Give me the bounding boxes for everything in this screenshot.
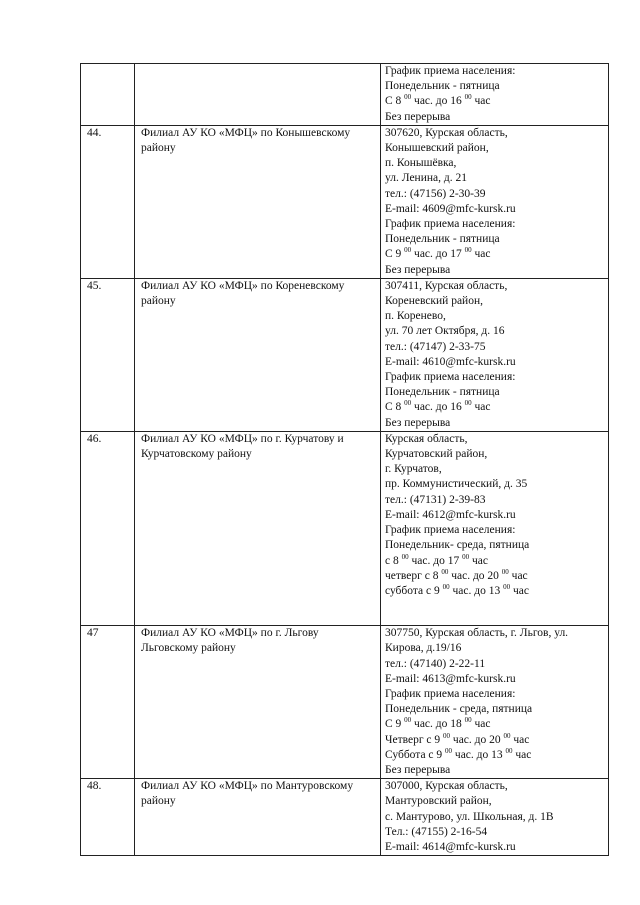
contact-line: Без перерыва — [385, 763, 451, 776]
contact-line: 307620, Курская область, — [385, 126, 508, 139]
contact-line: п. Коренево, — [385, 310, 446, 323]
table-row — [81, 125, 609, 278]
schedule-text: час — [471, 718, 491, 731]
row-number: 48. — [81, 779, 135, 856]
table-row — [81, 626, 609, 779]
contact-line: E-mail: 4612@mfc-kursk.ru — [385, 508, 516, 521]
branch-contacts — [381, 64, 609, 126]
branch-name: Филиал АУ КО «МФЦ» по г. Курчатову и Курчатовскому району — [135, 431, 381, 625]
contact-line: ул. Ленина, д. 21 — [385, 172, 467, 185]
superscript-minutes: 00 — [404, 399, 412, 408]
branch-name: Филиал АУ КО «МФЦ» по г. Льгову Льговскому району — [135, 626, 381, 779]
superscript-minutes: 00 — [401, 552, 409, 561]
branch-contacts — [381, 431, 609, 625]
contact-line: Без перерыва — [385, 416, 451, 429]
superscript-minutes: 00 — [503, 731, 511, 740]
branches-table — [80, 63, 609, 856]
superscript-minutes: 00 — [441, 567, 449, 576]
branch-name: Филиал АУ КО «МФЦ» по Кореневскому району — [135, 278, 381, 431]
contact-line: Понедельник - среда, пятница — [385, 703, 533, 716]
row-number: 47 — [81, 626, 135, 779]
contact-line: График приема населения: — [385, 687, 516, 700]
contact-line: Кирова, д.19/16 — [385, 642, 462, 655]
contact-line: График приема населения: — [385, 524, 516, 537]
superscript-minutes: 00 — [501, 567, 509, 576]
schedule-text: час — [512, 748, 532, 761]
superscript-minutes: 00 — [464, 246, 472, 255]
superscript-minutes: 00 — [445, 746, 453, 755]
contact-line: E-mail: 4613@mfc-kursk.ru — [385, 672, 516, 685]
schedule-text: час — [510, 584, 529, 597]
contact-line: тел.: (47147) 2-33-75 — [385, 340, 486, 353]
superscript-minutes: 00 — [503, 582, 511, 591]
branch-contacts — [381, 125, 609, 278]
contact-line — [385, 569, 605, 584]
branch-name: Филиал АУ КО «МФЦ» по Конышевскому району — [135, 125, 381, 278]
schedule-text: час. до 13 — [452, 748, 506, 761]
schedule-text: час — [471, 95, 491, 108]
contact-line — [385, 748, 605, 763]
schedule-text: час. до 17 — [411, 248, 465, 261]
contact-line: Конышевский район, — [385, 142, 489, 155]
schedule-text: час. до 18 — [411, 718, 465, 731]
table-row — [81, 64, 609, 126]
contact-line — [385, 400, 605, 415]
contact-line: 307000, Курская область, — [385, 780, 508, 793]
branch-name — [135, 64, 381, 126]
schedule-text: час — [510, 733, 530, 746]
schedule-text: четверг с 8 — [385, 569, 442, 582]
schedule-text: час. до 13 — [449, 584, 504, 597]
superscript-minutes: 00 — [404, 93, 412, 102]
schedule-text: с 8 — [385, 554, 402, 567]
table-row — [81, 431, 609, 625]
branch-contacts — [381, 779, 609, 856]
contact-line — [385, 717, 605, 732]
contact-line: Понедельник - пятница — [385, 386, 500, 399]
contact-line: Кореневский район, — [385, 295, 483, 308]
schedule-text: С 9 — [385, 718, 405, 731]
branch-name: Филиал АУ КО «МФЦ» по Мантуровскому району — [135, 779, 381, 856]
superscript-minutes: 00 — [505, 746, 513, 755]
contact-line: с. Мантурово, ул. Школьная, д. 1В — [385, 810, 554, 823]
contact-line — [385, 554, 605, 569]
contact-line: Понедельник - пятница — [385, 80, 500, 93]
contact-line — [385, 584, 605, 599]
superscript-minutes: 00 — [443, 731, 451, 740]
superscript-minutes: 00 — [462, 552, 470, 561]
contact-line: Без перерыва — [385, 110, 451, 123]
contact-line: График приема населения: — [385, 65, 516, 77]
schedule-text: час. до 20 — [450, 733, 504, 746]
schedule-text: час. до 20 — [448, 569, 502, 582]
row-number: 44. — [81, 125, 135, 278]
contact-line: пр. Коммунистический, д. 35 — [385, 478, 528, 491]
superscript-minutes: 00 — [464, 716, 472, 725]
contact-line: E-mail: 4610@mfc-kursk.ru — [385, 355, 516, 368]
contact-line: График приема населения: — [385, 371, 516, 384]
contact-line: г. Курчатов, — [385, 463, 442, 476]
row-number: 45. — [81, 278, 135, 431]
schedule-text: час. до 17 — [408, 554, 463, 567]
contact-line: График приема населения: — [385, 218, 516, 231]
branch-contacts — [381, 626, 609, 779]
contact-line: E-mail: 4609@mfc-kursk.ru — [385, 202, 516, 215]
row-number — [81, 64, 135, 126]
table-row — [81, 278, 609, 431]
superscript-minutes: 00 — [442, 582, 450, 591]
contact-line: Курчатовский район, — [385, 448, 488, 461]
superscript-minutes: 00 — [404, 716, 412, 725]
schedule-text: час — [469, 554, 488, 567]
schedule-text: Суббота с 9 — [385, 748, 446, 761]
contact-line: E-mail: 4614@mfc-kursk.ru — [385, 840, 516, 853]
superscript-minutes: 00 — [404, 246, 412, 255]
contact-line — [385, 94, 605, 109]
contact-line: тел.: (47140) 2-22-11 — [385, 657, 486, 670]
branches-table-body — [81, 64, 609, 856]
contact-line — [385, 733, 605, 748]
contact-line: 307750, Курская область, г. Льгов, ул. — [385, 627, 569, 640]
schedule-text: час — [508, 569, 528, 582]
schedule-text: С 8 — [385, 95, 405, 108]
schedule-text: час. до 16 — [411, 401, 465, 414]
contact-line: п. Конышёвка, — [385, 157, 457, 170]
contact-line: ул. 70 лет Октября, д. 16 — [385, 325, 505, 338]
contact-line: Понедельник - пятница — [385, 233, 500, 246]
schedule-text: час — [471, 401, 491, 414]
schedule-text: час — [471, 248, 491, 261]
row-number: 46. — [81, 431, 135, 625]
schedule-text: С 9 — [385, 248, 405, 261]
contact-line: тел.: (47156) 2-30-39 — [385, 187, 486, 200]
schedule-text: час. до 16 — [411, 95, 465, 108]
contact-line: Мантуровский район, — [385, 795, 492, 808]
superscript-minutes: 00 — [464, 93, 472, 102]
schedule-text: суббота с 9 — [385, 584, 443, 597]
contact-line: Курская область, — [385, 432, 468, 445]
table-row — [81, 779, 609, 856]
contact-line: Тел.: (47155) 2-16-54 — [385, 825, 488, 838]
contact-line: Понедельник- среда, пятница — [385, 539, 530, 552]
schedule-text: Четверг с 9 — [385, 733, 444, 746]
contact-line: Без перерыва — [385, 263, 451, 276]
contact-line: 307411, Курская область, — [385, 279, 508, 292]
contact-line: тел.: (47131) 2-39-83 — [385, 493, 486, 506]
superscript-minutes: 00 — [464, 399, 472, 408]
schedule-text: С 8 — [385, 401, 405, 414]
contact-line — [385, 247, 605, 262]
branch-contacts — [381, 278, 609, 431]
